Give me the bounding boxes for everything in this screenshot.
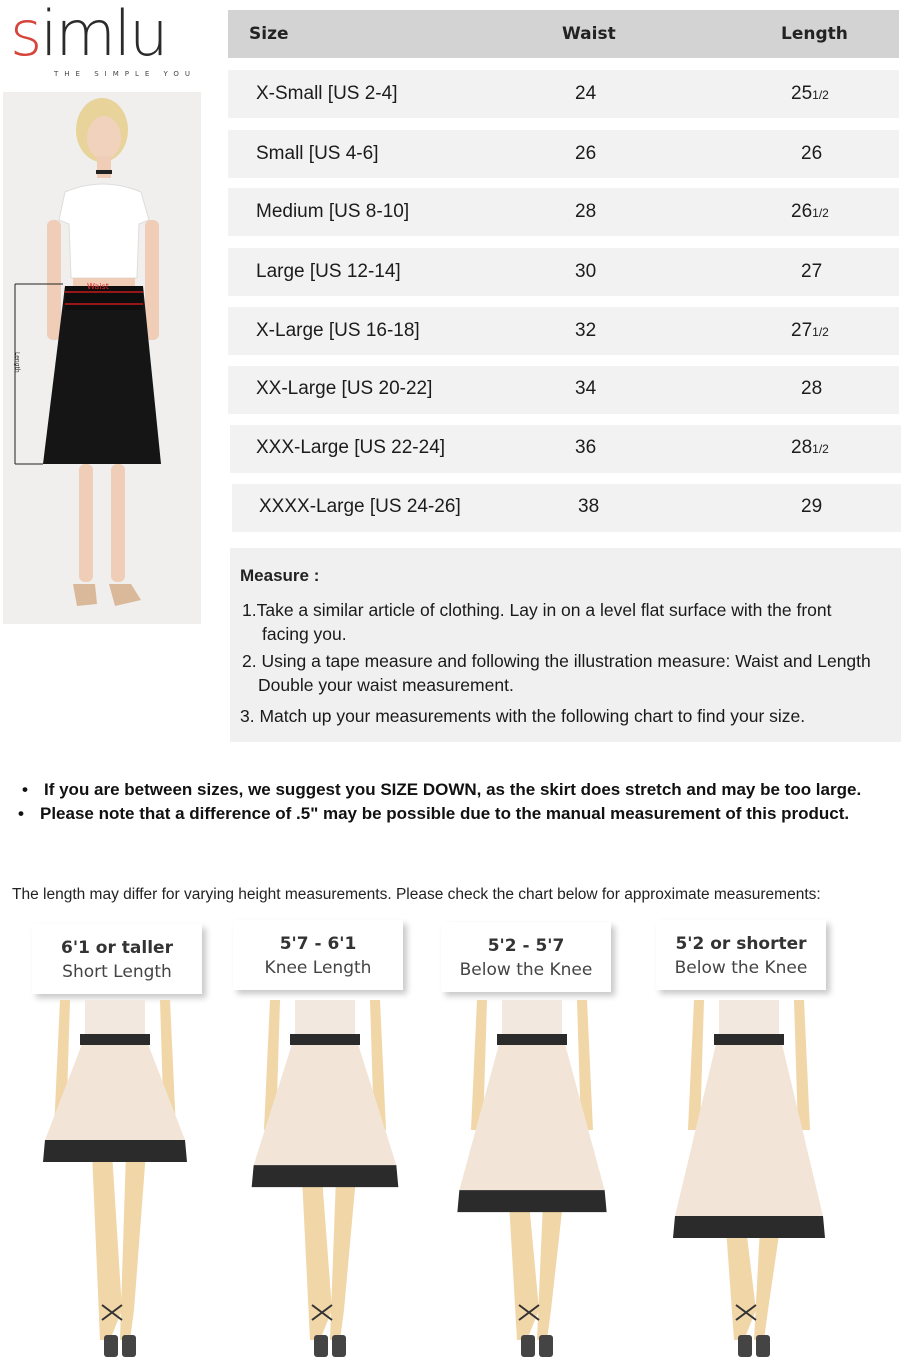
hem-band xyxy=(43,1140,187,1162)
skirt-figure xyxy=(664,1000,834,1362)
waist-value: 34 xyxy=(575,378,597,399)
brand-logo xyxy=(8,0,208,84)
skirt-figure-svg xyxy=(240,1000,410,1362)
model-photo xyxy=(3,92,201,624)
size-label: XX-Large [US 20-22] xyxy=(256,378,433,399)
size-label: X-Small [US 2-4] xyxy=(256,83,398,104)
model-illustration xyxy=(3,92,201,624)
size-table-header xyxy=(228,10,899,58)
hem-band xyxy=(457,1190,606,1212)
waist-value: 24 xyxy=(575,83,597,104)
size-label: Small [US 4-6] xyxy=(256,143,379,164)
size-row xyxy=(232,484,901,532)
length-value: 26 xyxy=(801,143,823,164)
hem-band xyxy=(252,1165,399,1187)
waistband xyxy=(497,1034,567,1045)
header-waist: Waist xyxy=(562,24,616,44)
hem-band xyxy=(673,1216,825,1238)
size-label: Large [US 12-14] xyxy=(256,261,401,282)
length-value: 261/2 xyxy=(791,201,829,222)
length-marker: Length xyxy=(13,352,21,373)
waist-value: 36 xyxy=(575,437,597,458)
leg xyxy=(120,1152,146,1340)
height-range: 5'2 - 5'7 xyxy=(487,936,565,956)
length-name: Knee Length xyxy=(264,958,372,978)
height-range: 5'7 - 6'1 xyxy=(279,934,357,954)
length-value: 251/2 xyxy=(791,83,829,104)
measure-title: Measure : xyxy=(240,566,320,585)
size-row xyxy=(228,366,899,414)
height-card xyxy=(233,920,403,990)
skirt-figure xyxy=(30,1000,200,1362)
size-label: XXXX-Large [US 24-26] xyxy=(259,496,461,517)
size-row xyxy=(228,70,899,118)
header-size: Size xyxy=(249,24,289,44)
shoe xyxy=(122,1335,136,1357)
length-value: 281/2 xyxy=(791,437,829,458)
size-label: Medium [US 8-10] xyxy=(256,201,410,222)
measure-step: 2. Using a tape measure and following the illustration measure: Waist and Length xyxy=(242,651,871,671)
length-value: 29 xyxy=(801,496,823,517)
shoe xyxy=(539,1335,553,1357)
shoe xyxy=(104,1335,118,1357)
leg xyxy=(92,1152,122,1340)
leg xyxy=(330,1177,356,1340)
shoe xyxy=(521,1335,535,1357)
waist-value: 30 xyxy=(575,261,597,282)
torso xyxy=(719,1000,779,1034)
torso xyxy=(502,1000,562,1034)
length-name: Below the Knee xyxy=(459,960,593,980)
waist-marker: Waist xyxy=(87,282,109,291)
waistband xyxy=(714,1034,784,1045)
leg xyxy=(754,1228,780,1340)
height-card xyxy=(441,922,611,992)
shoe xyxy=(756,1335,770,1357)
size-note: • If you are between sizes, we suggest you SIZE DOWN, as the skirt does stretch and may be too large. xyxy=(22,780,862,799)
size-row xyxy=(228,307,899,355)
waist-value: 38 xyxy=(578,496,600,517)
height-range: 6'1 or taller xyxy=(61,938,173,958)
size-label: XXX-Large [US 22-24] xyxy=(256,437,446,458)
length-value: 271/2 xyxy=(791,320,829,341)
size-row xyxy=(228,248,899,296)
brand-tagline: THE SIMPLE YOU xyxy=(54,70,197,78)
measure-step: 3. Match up your measurements with the following chart to find your size. xyxy=(240,706,806,726)
size-row xyxy=(230,425,901,473)
waist-value: 26 xyxy=(575,143,597,164)
measure-step-cont: facing you. xyxy=(262,624,347,644)
torso xyxy=(295,1000,355,1034)
measure-step: 1.Take a similar article of clothing. Lay in on a level flat surface with the front xyxy=(242,600,832,620)
size-note: • Please note that a difference of .5" may be possible due to the manual measurement of this product. xyxy=(18,804,850,823)
leg xyxy=(509,1202,539,1340)
height-card xyxy=(32,924,202,994)
length-value: 28 xyxy=(801,378,823,399)
shoe xyxy=(332,1335,346,1357)
waistband xyxy=(290,1034,360,1045)
skirt-figure-svg xyxy=(30,1000,200,1362)
measure-step-cont: Double your waist measurement. xyxy=(258,675,514,695)
torso xyxy=(85,1000,145,1034)
skirt-figure xyxy=(240,1000,410,1362)
leg xyxy=(537,1202,563,1340)
length-value: 27 xyxy=(801,261,823,282)
length-name: Below the Knee xyxy=(674,958,808,978)
skirt-figure-svg xyxy=(664,1000,834,1362)
shoe xyxy=(314,1335,328,1357)
measure-box xyxy=(230,548,901,742)
skirt-figure-svg xyxy=(447,1000,617,1362)
height-range: 5'2 or shorter xyxy=(675,934,807,954)
skirt-figure xyxy=(447,1000,617,1362)
size-row xyxy=(228,130,899,178)
waist-value: 32 xyxy=(575,320,597,341)
height-card xyxy=(656,920,826,990)
waistband xyxy=(80,1034,150,1045)
length-name: Short Length xyxy=(62,962,172,982)
waist-value: 28 xyxy=(575,201,597,222)
leg xyxy=(726,1228,756,1340)
shoe xyxy=(738,1335,752,1357)
length-intro-text: The length may differ for varying height measurements. Please check the chart below for approximate measurements: xyxy=(12,886,821,903)
size-label: X-Large [US 16-18] xyxy=(256,320,420,341)
size-row xyxy=(228,188,899,236)
brand-wordmark: simlu xyxy=(10,0,167,70)
header-length: Length xyxy=(781,24,848,44)
